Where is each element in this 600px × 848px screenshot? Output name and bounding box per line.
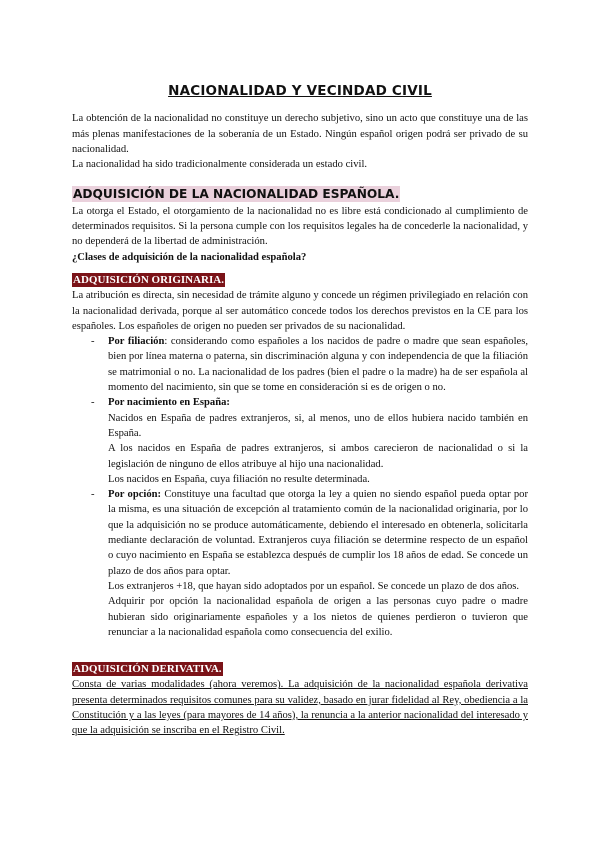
item-text: Constituye una facultad que otorga la ley a quien no siendo español pueda optar por la misma, es una situación de excepción al tratamiento común de la nacionalidad originaria, por lo que la adquisición no se produce automáticamente, debiendo el interesado en obtenerla, solicitarla mediante declaración de voluntad. Extranjeros cuya filiación se determine respecto de un español o cuyo nacimiento en España se establezca después de cumplir los 18 años de edad. Se concede un plazo de dos años para optar. <box>108 489 528 577</box>
bullet-dash: - <box>91 336 95 348</box>
item-text: Los nacidos en España, cuya filiación no resulte determinada. <box>108 473 370 485</box>
originaria-list <box>72 334 528 640</box>
document-page <box>72 84 528 739</box>
item-text: A los nacidos en España de padres extranjeros, si ambos carecieron de nacionalidad o si la legislación de ninguno de ellos atribuye al hijo una nacionalidad. <box>108 443 528 470</box>
document-title: NACIONALIDAD Y VECINDAD CIVIL <box>168 83 432 99</box>
section-question: ¿Clases de adquisición de la nacionalidad española? <box>72 251 307 263</box>
list-item <box>72 395 528 487</box>
intro-paragraph: La nacionalidad ha sido tradicionalmente considerada un estado civil. <box>72 159 368 171</box>
section-heading: ADQUISICIÓN DE LA NACIONALIDAD ESPAÑOLA. <box>73 187 400 202</box>
originaria-heading: ADQUISICIÓN ORIGINARIA. <box>73 273 224 286</box>
intro-paragraph: La obtención de la nacionalidad no constituye un derecho subjetivo, sino un acto que constituye una de las más plenas manifestaciones de la soberanía de un Estado. Ningún español origen podrá ser privado de su nacionalidad. <box>72 113 528 155</box>
bullet-dash: - <box>91 397 95 409</box>
item-text: Adquirir por opción la nacionalidad española de origen a las personas cuyo padre o madre hubieran sido originariamente españoles y a los nietos de quienes perdieron o tuvieron que renunciar a la nacionalidad española como consecuencia del exilio. <box>108 596 528 638</box>
item-label: Por filiación <box>108 336 165 348</box>
derivativa-heading: ADQUISICIÓN DERIVATIVA. <box>73 663 222 676</box>
item-label: Por nacimiento en España: <box>108 397 230 409</box>
section-paragraph: La otorga el Estado, el otorgamiento de la nacionalidad no es libre está condicionado al cumplimiento de determinados requisitos. Si la persona cumple con los requisitos legales ha de concederle la nacionalidad, y no dependerá de la libertad de administración. <box>72 205 528 248</box>
derivativa-paragraph: Consta de varias modalidades (ahora veremos). La adquisición de la nacionalidad española derivativa presenta determinados requisitos comunes para su validez, basado en jurar fidelidad al Rey, obediencia a la Constitución y a las leyes (para mayores de 14 años), la renuncia a la anterior nacionalidad del interesado y que la adquisición se inscriba en el Registro Civil. <box>72 679 528 737</box>
item-text: : considerando como españoles a los nacidos de padre o madre que sean españoles, bien por línea materna o paterna, sin discriminación alguna y con independencia de que la filiación se matrimonial o no. La nacionalidad de los padres (bien el padre o la madre) ha de ser española al momento del nacimiento, sin que se tome en consideración si es de origen o no. <box>108 336 528 394</box>
item-label: Por opción: <box>108 489 162 501</box>
originaria-paragraph: La atribución es directa, sin necesidad de trámite alguno y concede un régimen privilegiado en relación con la nacionalidad derivada, porque al ser automático concede todos los derechos previstos en la CE para los españoles. Los españoles de origen no pueden ser privados de su nacionalidad. <box>72 290 528 332</box>
item-text: Nacidos en España de padres extranjeros, si, al menos, uno de ellos hubiera nacido también en España. <box>108 412 528 439</box>
bullet-dash: - <box>91 489 95 501</box>
list-item <box>72 334 528 395</box>
list-item <box>72 487 528 640</box>
item-text: Los extranjeros +18, que hayan sido adoptados por un español. Se concede un plazo de dos años. <box>108 580 520 592</box>
